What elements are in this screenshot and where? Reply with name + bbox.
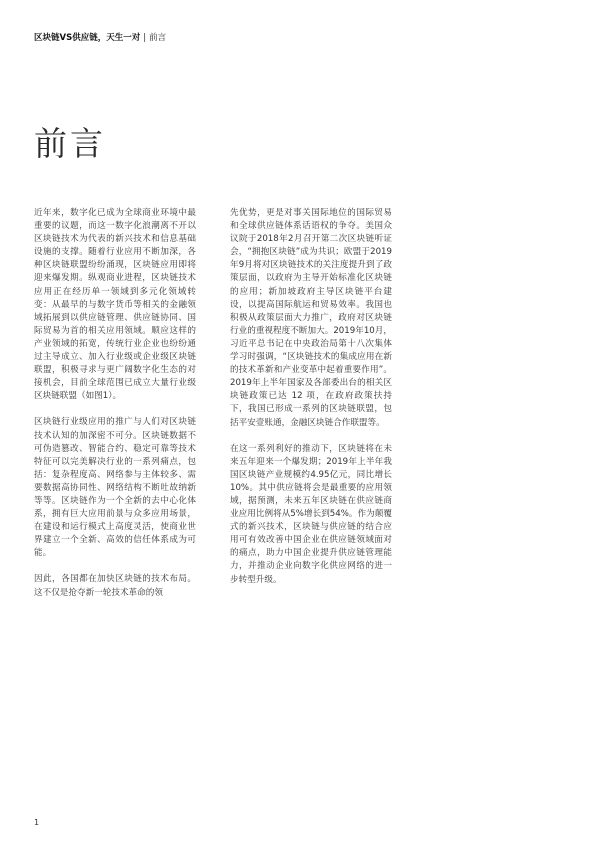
paragraph: 在这一系列利好的推动下，区块链将在未来五年迎来一个爆发期；2019年上半年我国区块链产业规模约4.95亿元，同比增长10%。其中供应链将会是最重要的应用领域，据预测，未来五年区块链在供应链商业应用比例将从5%增长到54%。作为颠覆式的新兴技术，区块链与供应链的结合应用可有效改善中国企业在供应链领域面对的痛点，助力中国企业提升供应链管理能力，并推动企业向数字化供应网络的进一步转型升级。 xyxy=(230,443,392,585)
paragraph: 近年来，数字化已成为全球商业环境中最重要的议题，而这一数字化浪潮离不开以区块链技术为代表的新兴技术和信息基础设施的支撑。随着行业应用不断加深，各种区块链联盟纷纷涌现，区块链应用即将迎来爆发期。纵观商业进程，区块链技术应用正在经历单一领域到多元化领域转变：从最早的与数字货币等相关的金融领域拓展到以供应链管理、供应链协同、国际贸易为首的相关应用领域。顺应这样的产业领域的拓宽，传统行业企业也纷纷通过主导成立、加入行业级或企业级区块链联盟，积极寻求与更广阔数字化生态的对接机会，目前全球范围已成立大量行业级区块链联盟（如图1）。 xyxy=(34,208,196,402)
running-header xyxy=(34,31,166,43)
header-section: 前言 xyxy=(149,33,167,43)
left-column xyxy=(34,207,196,613)
right-column xyxy=(230,207,392,600)
paragraph: 区块链行业级应用的推广与人们对区块链技术认知的加深密不可分。区块链数据不可伪造篡改、智能合约、稳定可靠等技术特征可以完美解决行业的一系列痛点，包括：复杂程度高、网络参与主体较多、需要数据高协同性、网络结构不断吐故纳新等等。区块链作为一个全新的去中心化体系，拥有巨大应用前景与众多应用场景，在建设和运行模式上高度灵活，使商业世界建立一个全新、高效的信任体系成为可能。 xyxy=(34,417,196,559)
header-separator: | xyxy=(143,33,147,43)
page-number: 1 xyxy=(34,818,40,827)
paragraph: 先优势，更是对事关国际地位的国际贸易和全球供应链体系话语权的争夺。美国众议院于2018年2月召开第二次区块链听证会，“拥抱区块链”成为共识；欧盟于2019年9月将对区块链技术的关注度提升到了政策层面，以政府为主导开始标准化区块链的应用；新加坡政府主导区块链平台建设，以提高国际航运和贸易效率。我国也积极从政策层面大力推广，政府对区块链行业的重视程度不断加大。2019年10月，习近平总书记在中央政治局第十八次集体学习时强调，“区块链技术的集成应用在新的技术革新和产业变革中起着重要作用”。2019年上半年国家及各部委出台的相关区块链政策已达 12 项，在政府政策扶持下，我国已形成一系列的区块链联盟，包括平安壹账通，金融区块链合作联盟等。 xyxy=(230,208,392,428)
paragraph: 因此，各国都在加快区块链的技术布局。这不仅是抢夺新一轮技术革命的领 xyxy=(34,574,196,598)
header-title: 区块链VS供应链，天生一对 xyxy=(34,33,141,43)
page-title: 前言 xyxy=(34,124,106,163)
